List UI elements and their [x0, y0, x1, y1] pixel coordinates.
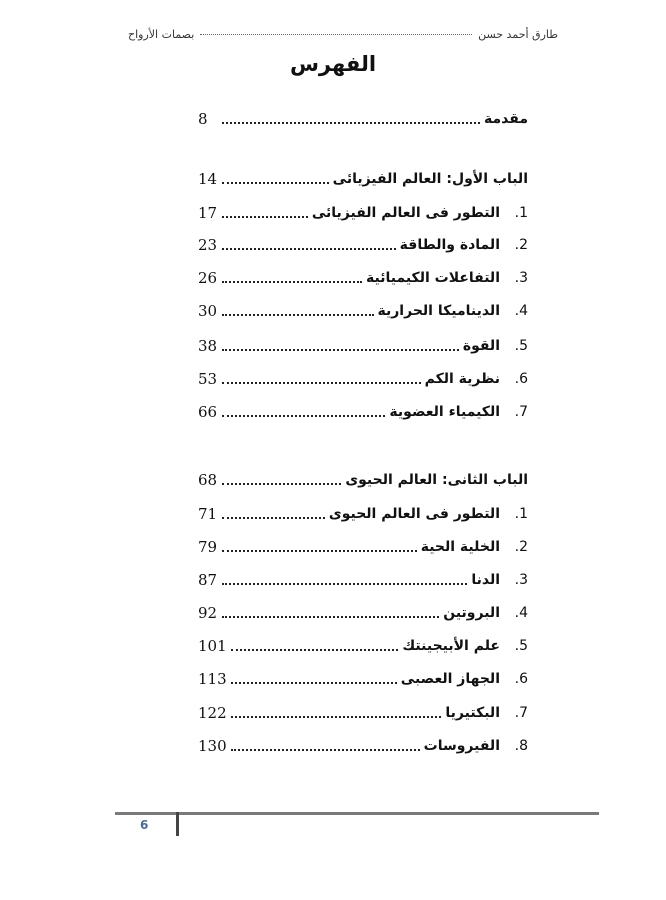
toc-leader-dots — [222, 349, 459, 351]
toc-entry[interactable] — [198, 298, 528, 324]
toc-entry-number: 1. — [514, 506, 528, 522]
toc-entry-label: القوة — [462, 338, 500, 354]
toc-leader-dots — [222, 616, 439, 618]
toc-entry-page: 113 — [198, 670, 227, 688]
toc-entry[interactable] — [198, 232, 528, 258]
toc-entry-label: الكيمياء العضوية — [389, 404, 500, 420]
toc-entry-number: 2. — [514, 237, 528, 253]
toc-leader-dots — [222, 216, 308, 218]
toc-entry-label: المادة والطاقة — [399, 237, 500, 253]
toc-leader-dots — [222, 182, 329, 184]
toc-entry-number: 3. — [514, 572, 528, 588]
toc-entry[interactable] — [198, 366, 528, 392]
toc-entry-label: البروتين — [443, 605, 500, 621]
toc-entry[interactable] — [198, 265, 528, 291]
toc-entry[interactable] — [198, 733, 528, 759]
header-book-title: بصمات الأرواح — [128, 27, 195, 41]
toc-entry[interactable] — [198, 666, 528, 692]
toc-entry-page: 66 — [198, 403, 218, 421]
toc-entry-label: البكتيريا — [445, 705, 500, 721]
toc-entry-number: 4. — [514, 303, 528, 319]
toc-heading-page: 14 — [198, 170, 218, 188]
footer-rule — [115, 812, 599, 815]
toc-leader-dots — [222, 248, 396, 250]
toc-entry-page: 26 — [198, 269, 218, 287]
toc-entry-page: 92 — [198, 604, 218, 622]
toc-entry[interactable] — [198, 600, 528, 626]
toc-entry-page: 71 — [198, 505, 218, 523]
toc-part1-heading[interactable] — [198, 166, 528, 192]
footer-divider-tick — [176, 812, 179, 836]
running-header — [128, 26, 558, 42]
toc-entry-number: 7. — [514, 705, 528, 721]
toc-leader-dots — [231, 649, 399, 651]
toc-heading-label: الباب الأول: العالم الفيزيائى — [332, 171, 528, 187]
header-leader — [200, 34, 472, 35]
toc-entry-number: 8. — [514, 738, 528, 754]
toc-entry[interactable] — [198, 700, 528, 726]
toc-leader-dots — [222, 415, 385, 417]
toc-entry-number: 2. — [514, 539, 528, 555]
toc-entry-page: 30 — [198, 302, 218, 320]
toc-entry[interactable] — [198, 501, 528, 527]
toc-entry[interactable] — [198, 200, 528, 226]
toc-entry-number: 5. — [514, 638, 528, 654]
toc-entry-label: الجهاز العصبى — [400, 671, 500, 687]
toc-leader-dots — [222, 281, 362, 283]
toc-entry-label: الدنا — [471, 572, 500, 588]
toc-entry-page: 23 — [198, 236, 218, 254]
toc-entry[interactable] — [198, 399, 528, 425]
header-author: طارق أحمد حسن — [478, 27, 558, 41]
toc-entry-page: 130 — [198, 737, 227, 755]
toc-leader-dots — [222, 382, 421, 384]
toc-entry-label: نظرية الكم — [424, 371, 500, 387]
toc-entry-page: 8 — [198, 110, 208, 128]
toc-entry-label: الديناميكا الحرارية — [377, 303, 500, 319]
toc-entry-label: علم الأبيجينتك — [402, 638, 500, 654]
page-number: 6 — [140, 818, 149, 832]
toc-entry-page: 122 — [198, 704, 227, 722]
toc-part2-heading[interactable] — [198, 467, 528, 493]
toc-leader-dots — [231, 682, 397, 684]
toc-entry-intro[interactable] — [198, 106, 528, 132]
toc-leader-dots — [222, 483, 341, 485]
toc-entry[interactable] — [198, 633, 528, 659]
toc-entry-number: 5. — [514, 338, 528, 354]
toc-entry-label: مقدمة — [484, 111, 528, 127]
toc-leader-dots — [222, 122, 480, 124]
toc-entry-number: 4. — [514, 605, 528, 621]
toc-entry[interactable] — [198, 534, 528, 560]
toc-entry-label: الخلية الحية — [420, 539, 500, 555]
toc-entry-number: 6. — [514, 671, 528, 687]
toc-leader-dots — [231, 749, 420, 751]
toc-entry-page: 79 — [198, 538, 218, 556]
toc-entry-page: 17 — [198, 204, 218, 222]
toc-entry-page: 87 — [198, 571, 218, 589]
toc-entry-number: 6. — [514, 371, 528, 387]
toc-entry-label: التطور فى العالم الحيوى — [328, 506, 500, 522]
toc-leader-dots — [231, 716, 442, 718]
toc-leader-dots — [222, 517, 325, 519]
page-title: الفهرس — [289, 52, 377, 76]
toc-leader-dots — [222, 583, 467, 585]
toc-heading-page: 68 — [198, 471, 218, 489]
toc-entry-number: 1. — [514, 205, 528, 221]
toc-entry-page: 101 — [198, 637, 227, 655]
toc-leader-dots — [222, 314, 374, 316]
toc-heading-label: الباب الثانى: العالم الحيوى — [345, 472, 528, 488]
toc-entry-number: 3. — [514, 270, 528, 286]
toc-entry[interactable] — [198, 333, 528, 359]
toc-entry-label: التفاعلات الكيميائية — [366, 270, 500, 286]
toc-entry-page: 53 — [198, 370, 218, 388]
toc-entry[interactable] — [198, 567, 528, 593]
toc-leader-dots — [222, 550, 417, 552]
toc-entry-label: الفيروسات — [423, 738, 500, 754]
toc-entry-label: التطور فى العالم الفيزيائى — [311, 205, 500, 221]
toc-entry-page: 38 — [198, 337, 218, 355]
toc-entry-number: 7. — [514, 404, 528, 420]
